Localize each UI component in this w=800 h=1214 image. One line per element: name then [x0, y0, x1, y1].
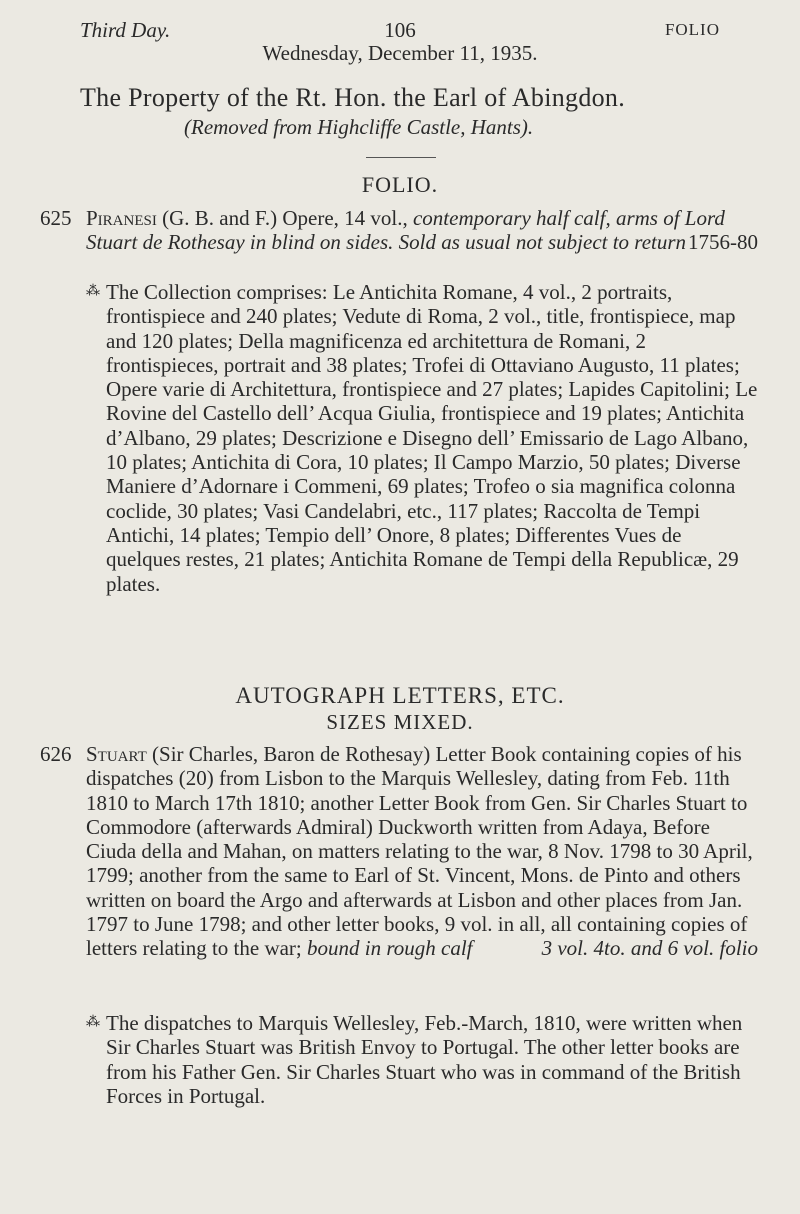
lot-author: Stuart [86, 742, 147, 766]
lot-description [86, 742, 758, 961]
lot-author: Piranesi [86, 206, 157, 230]
page-number: 106 [384, 18, 416, 42]
property-title: The Property of the Rt. Hon. the Earl of Abingdon. [80, 83, 626, 112]
page-header [80, 18, 720, 68]
lot-note [86, 1011, 758, 1108]
lot-dates: 1756-80 [688, 230, 758, 255]
asterism-icon: ⁂ [86, 284, 100, 299]
sale-date: Wednesday, December 11, 1935. [262, 41, 538, 65]
lot-binding: contemporary half calf, arms of Lord Stuart de Rothesay in blind on sides. Sold as usual not subject to return [86, 206, 725, 255]
lot-format: 3 vol. 4to. and 6 vol. folio [541, 936, 758, 961]
divider [366, 157, 436, 158]
lot-text: (Sir Charles, Baron de Rothesay) Letter Book containing copies of his dispatches (20) from Lisbon to the Marquis Wellesley, dating from Feb. 11th 1810 to March 17th 1810; another Letter Book from Gen. Sir Charles Stuart to Commodore (afterwards Admiral) Duckworth written from Adaya, Before Ciuda della and Mahan, on matters relating to the war, 8 Nov. 1798 to 30 April, 1799; another from the same to Earl of St. Vincent, Mons. de Pinto and others written on board the Argo and afterwards at Lisbon and other places from Jan. 1797 to June 1798; and other letter books, 9 vol. in all, all containing copies of letters relating to the war; [86, 742, 753, 961]
section-heading-sizes: SIZES MIXED. [326, 710, 474, 734]
section-label: FOLIO [664, 20, 720, 39]
day-label: Third Day. [80, 18, 171, 42]
lot-note-text: The dispatches to Marquis Wellesley, Feb.-March, 1810, were written when Sir Charles Stuart was British Envoy to Portugal. The other letter books are from his Father Gen. Sir Charles Stuart who was in command of the British Forces in Portugal. [106, 1011, 743, 1108]
removed-note: (Removed from Highcliffe Castle, Hants). [184, 115, 534, 139]
lot-number: 625 [40, 206, 72, 230]
lot-note-text: The Collection comprises: Le Antichita Romane, 4 vol., 2 portraits, frontispiece and 240 plates; Vedute di Roma, 2 vol., title, frontispiece, map and 120 plates; Della magnificenza ed architettura de Romani, 2 frontispieces, portrait and 38 plates; Trofei di Ottaviano Augusto, 11 plates; Opere varie di Architettura, frontispiece and 27 plates; Lapides Capitolini; Le Rovine del Castello dell’ Acqua Giulia, frontispiece and 19 plates; Antichita d’Albano, 29 plates; Descrizione e Disegno dell’ Emissario de Lago Albano, 10 plates; Antichita di Cora, 10 plates; Il Campo Marzio, 50 plates; Diverse Maniere d’Adornare i Commeni, 69 plates; Trofeo o sia magnifica colonna coclide, 30 plates; Vasi Candelabri, etc., 117 plates; Raccolta de Tempi Antichi, 14 plates; Tempio dell’ Onore, 8 plates; Differentes Vues de quelques restes, 21 plates; Antichita Romane de Tempi della Republicæ, 29 plates. [106, 280, 758, 596]
section-heading-folio: FOLIO. [361, 172, 439, 197]
section-heading-autograph: AUTOGRAPH LETTERS, ETC. [235, 683, 565, 708]
lot-number: 626 [40, 742, 72, 766]
lot-description [86, 206, 758, 255]
asterism-icon: ⁂ [86, 1015, 100, 1030]
lot-text: (G. B. and F.) Opere, 14 vol., [162, 206, 413, 230]
lot-binding: bound in rough calf [307, 936, 473, 961]
lot-note [86, 280, 758, 596]
